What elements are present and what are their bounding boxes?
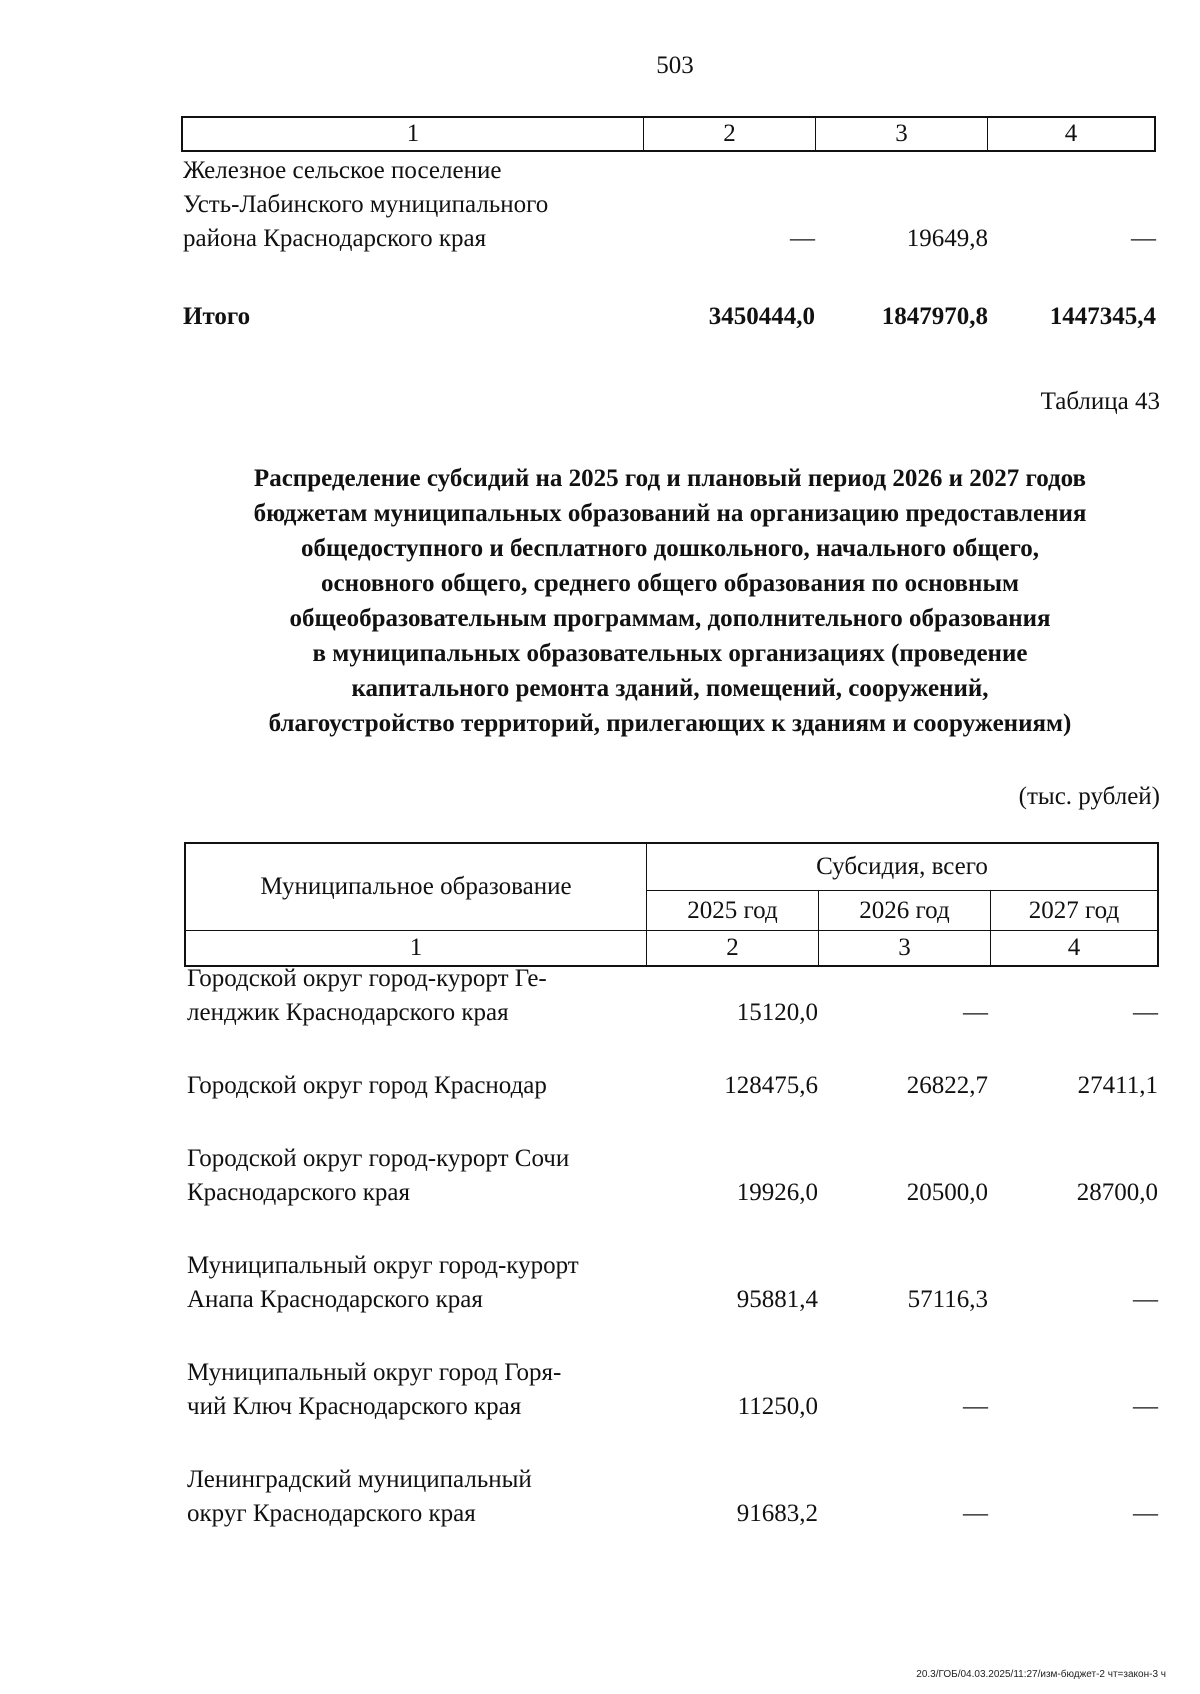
table-row-name: Муниципальный округ город-курорт Анапа Краснодарского края <box>187 1252 579 1313</box>
row-value-2026: — <box>963 1393 988 1420</box>
title-line: капитального ремонта зданий, помещений, сооружений, <box>351 675 989 702</box>
col-municipality-header: Муниципальное образование <box>260 873 572 900</box>
col-number-1: 1 <box>186 930 646 965</box>
prev-col-number-1: 1 <box>406 120 420 147</box>
col-number-3: 3 <box>818 930 990 965</box>
row-value-2027: 28700,0 <box>1076 1179 1158 1206</box>
row-value-2025: 128475,6 <box>724 1072 818 1099</box>
row-value-2027: — <box>1133 1500 1158 1527</box>
prev-col-number-4: 4 <box>987 118 1154 150</box>
title-line: общедоступного и бесплатного дошкольного, начального общего, <box>300 535 1040 562</box>
title-line: общеобразовательным программам, дополнительного образования <box>289 605 1051 632</box>
table-row-name: Городской округ город Краснодар <box>187 1072 547 1099</box>
title-line: Распределение субсидий на 2025 год и плановый период 2026 и 2027 годов <box>253 465 1087 492</box>
row-value-2027: — <box>1133 999 1158 1026</box>
table-row-name: Городской округ город-курорт Ге- ленджик Краснодарского края <box>187 965 547 1026</box>
col-number-2: 2 <box>646 930 818 965</box>
title-line: в муниципальных образовательных организациях (проведение <box>312 640 1028 667</box>
title-line: бюджетам муниципальных образований на организацию предоставления <box>253 500 1087 527</box>
prev-row-value-2027: — <box>1131 225 1156 252</box>
prev-row-value-2026: 19649,8 <box>906 225 988 252</box>
row-value-2025: 15120,0 <box>736 999 818 1026</box>
row-value-2025: 19926,0 <box>736 1179 818 1206</box>
col-year-2026: 2026 год <box>818 890 990 930</box>
row-value-2027: — <box>1133 1286 1158 1313</box>
document-footer-code: 20.3/ГОБ/04.03.2025/11:27/изм-бюджет-2 чт=закон-3 ч <box>916 1669 1166 1680</box>
prev-col-number-2: 2 <box>643 118 815 150</box>
total-value-2027: 1447345,4 <box>1049 303 1156 330</box>
col-year-2025: 2025 год <box>646 890 818 930</box>
table-row-name: Городской округ город-курорт Сочи Краснодарского края <box>187 1145 570 1206</box>
table-title <box>170 461 1170 741</box>
prev-col-number-3: 3 <box>815 118 987 150</box>
prev-table-header <box>181 116 1156 152</box>
row-value-2026: 20500,0 <box>906 1179 988 1206</box>
units-label: (тыс. рублей) <box>1018 783 1160 810</box>
row-value-2027: — <box>1133 1393 1158 1420</box>
table-label: Таблица 43 <box>1040 388 1160 415</box>
col-subsidy-header: Субсидия, всего <box>646 844 1157 890</box>
prev-row-value-2025: — <box>790 225 815 252</box>
prev-row-name: Железное сельское поселение Усть-Лабинского муниципального района Краснодарского края <box>183 157 549 252</box>
row-value-2026: — <box>963 1500 988 1527</box>
row-value-2025: 91683,2 <box>736 1500 818 1527</box>
page-number: 503 <box>656 52 694 79</box>
total-value-2026: 1847970,8 <box>881 303 988 330</box>
row-value-2025: 95881,4 <box>736 1286 818 1313</box>
table-row-name: Ленинградский муниципальный округ Краснодарского края <box>187 1466 532 1527</box>
table43-header <box>184 842 1159 967</box>
table-row-name: Муниципальный округ город Горя- чий Ключ Краснодарского края <box>187 1359 562 1420</box>
total-label: Итого <box>183 303 251 330</box>
row-value-2026: — <box>963 999 988 1026</box>
title-line: благоустройство территорий, прилегающих к зданиям и сооружениям) <box>268 710 1072 737</box>
row-value-2025: 11250,0 <box>737 1393 818 1420</box>
row-value-2027: 27411,1 <box>1077 1072 1158 1099</box>
title-line: основного общего, среднего общего образования по основным <box>320 570 1020 597</box>
total-value-2025: 3450444,0 <box>708 303 815 330</box>
row-value-2026: 26822,7 <box>906 1072 988 1099</box>
col-number-4: 4 <box>990 930 1157 965</box>
col-year-2027: 2027 год <box>990 890 1157 930</box>
row-value-2026: 57116,3 <box>907 1286 988 1313</box>
